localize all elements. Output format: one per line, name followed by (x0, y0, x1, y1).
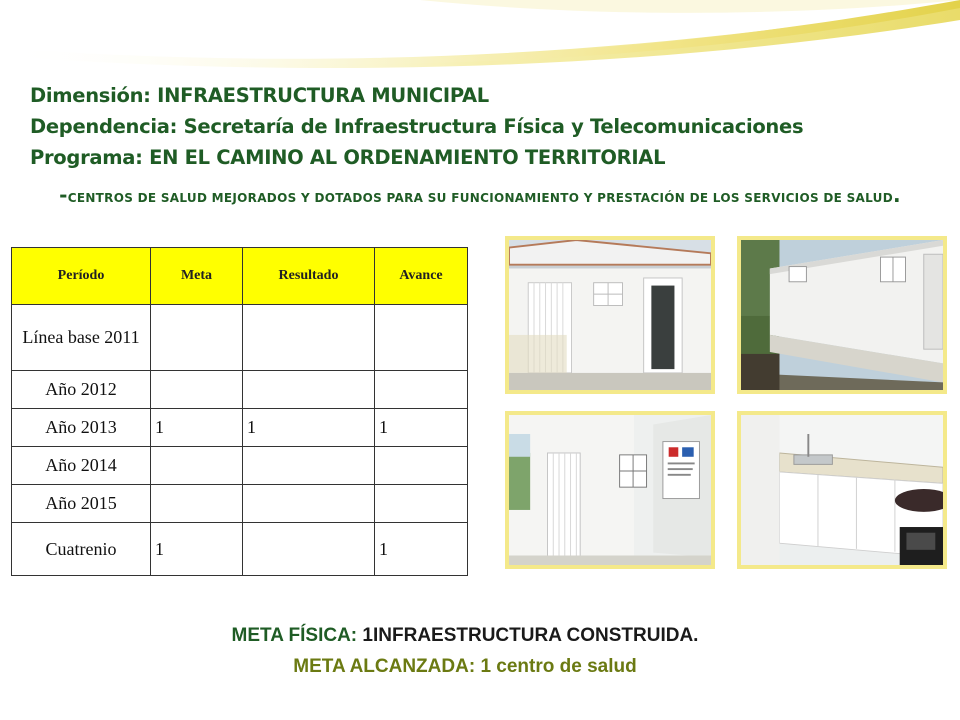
photo-building-side (737, 236, 947, 394)
period-cell: Año 2012 (12, 371, 151, 409)
dependencia-value: Secretaría de Infraestructura Física y Telecomunicaciones (183, 115, 804, 138)
period-cell: Cuatrenio (12, 523, 151, 576)
meta-alcanzada-label: META ALCANZADA: (293, 656, 476, 677)
resultado-cell (243, 523, 375, 576)
period-cell: Año 2015 (12, 485, 151, 523)
avance-cell: 1 (375, 523, 468, 576)
dimension-line (30, 80, 930, 111)
meta-cell (151, 447, 243, 485)
avance-cell (375, 371, 468, 409)
subtitle-dot: . (892, 183, 901, 207)
period-cell: Año 2013 (12, 409, 151, 447)
programa-value: EN EL CAMINO AL ORDENAMIENTO TERRITORIAL (149, 146, 666, 169)
programa-label: Programa: (30, 146, 143, 169)
header-block (30, 80, 930, 173)
resultado-cell (243, 305, 375, 371)
meta-cell: 1 (151, 523, 243, 576)
header-resultado: Resultado (243, 248, 375, 305)
period-cell: Línea base 2011 (12, 305, 151, 371)
results-table (11, 247, 468, 576)
resultado-cell (243, 447, 375, 485)
table-row (12, 371, 468, 409)
table-header-row (12, 248, 468, 305)
header-swoosh-decoration (0, 0, 960, 70)
table-row (12, 485, 468, 523)
dimension-label: Dimensión: (30, 84, 151, 107)
resultado-cell (243, 485, 375, 523)
dependencia-label: Dependencia: (30, 115, 178, 138)
table-row (12, 523, 468, 576)
meta-cell (151, 305, 243, 371)
avance-cell (375, 485, 468, 523)
period-cell: Año 2014 (12, 447, 151, 485)
table-row (12, 305, 468, 371)
photo-interior-sign (505, 411, 715, 569)
meta-cell (151, 485, 243, 523)
programa-line (30, 142, 930, 173)
resultado-cell: 1 (243, 409, 375, 447)
meta-fisica (0, 625, 930, 647)
table-row (12, 447, 468, 485)
subtitle-dash: - (59, 183, 68, 207)
resultado-cell (243, 371, 375, 409)
header-meta: Meta (151, 248, 243, 305)
subtitle (40, 180, 920, 213)
photo-building-front (505, 236, 715, 394)
avance-cell (375, 305, 468, 371)
avance-cell (375, 447, 468, 485)
dependencia-line (30, 111, 930, 142)
avance-cell: 1 (375, 409, 468, 447)
meta-cell (151, 371, 243, 409)
meta-fisica-value: 1INFRAESTRUCTURA CONSTRUIDA. (362, 625, 699, 646)
header-avance: Avance (375, 248, 468, 305)
meta-cell: 1 (151, 409, 243, 447)
table-row (12, 409, 468, 447)
subtitle-text: CENTROS DE SALUD MEJORADOS Y DOTADOS PARA SU FUNCIONAMIENTO Y PRESTACIÓN DE LOS SERVICIOS DE SALUD (67, 191, 893, 205)
header-periodo: Período (12, 248, 151, 305)
photo-kitchen-counter (737, 411, 947, 569)
meta-alcanzada (0, 656, 930, 678)
meta-alcanzada-value: 1 centro de salud (480, 656, 637, 677)
dimension-value: INFRAESTRUCTURA MUNICIPAL (157, 84, 489, 107)
meta-fisica-label: META FÍSICA: (231, 625, 358, 646)
